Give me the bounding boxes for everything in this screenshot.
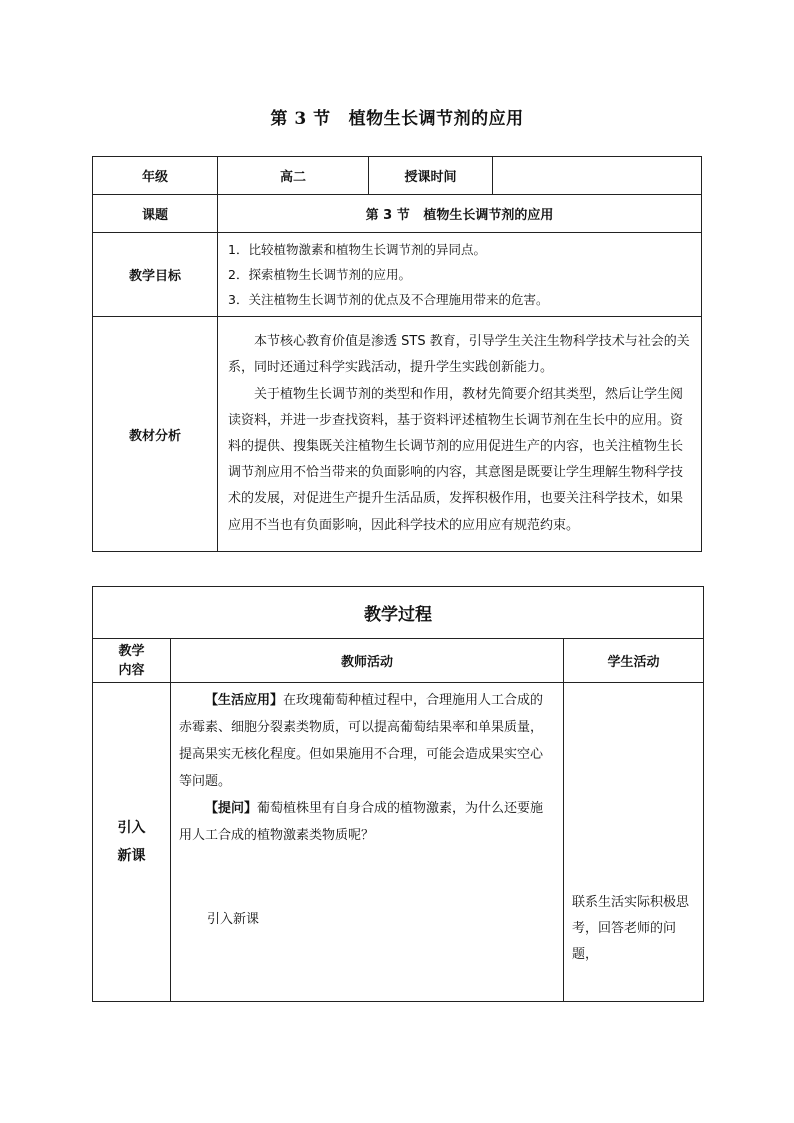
- topic-name: 植物生长调节剂的应用: [423, 208, 554, 223]
- process-heading: 教学过程: [93, 587, 704, 639]
- col-teacher-header: 教师活动: [171, 639, 564, 683]
- teacher-activity: [171, 683, 564, 1002]
- row-label-line2: 新课: [117, 848, 146, 864]
- analysis-paragraph: 关于植物生长调节剂的类型和作用，教材先简要介绍其类型，然后让学生阅读资料，并进一步查找资料，基于资料评述植物生长调节剂在生长中的应用。资料的提供、搜集既关注植物生长调节剂的应用促进生产的内容，也关注植物生长调节剂应用不恰当带来的负面影响的内容，其意图是既要让学生理解生物科学技术的发展，对促进生产提升生活品质，发挥积极作用，也要关注科学技术，如果应用不当也有负面影响，因此科学技术的应用应有规范约束。: [228, 386, 684, 533]
- goals-list: [218, 233, 702, 317]
- col-content-header: [93, 639, 171, 683]
- topic-section: 第 3 节: [365, 208, 410, 223]
- grade-label: 年级: [93, 157, 218, 195]
- title-section: 第 3 节: [270, 109, 331, 129]
- time-label: 授课时间: [369, 157, 493, 195]
- goal-item: 2．探索植物生长调节剂的应用。: [228, 267, 411, 282]
- analysis-paragraph: 本节核心教育价值是渗透 STS 教育，引导学生关注生物科学技术与社会的关系，同时还通过科学实践活动，提升学生实践创新能力。: [228, 334, 690, 376]
- analysis-label: 教材分析: [93, 317, 218, 552]
- analysis-text: [218, 317, 702, 552]
- teacher-text: 葡萄植株里有自身合成的植物激素，为什么还要施用人工合成的植物激素类物质呢？: [179, 801, 544, 843]
- goals-label: 教学目标: [93, 233, 218, 317]
- teacher-paragraph: [179, 687, 555, 795]
- process-table: [92, 586, 704, 1002]
- teacher-intro: 引入新课: [207, 912, 260, 927]
- teacher-paragraph: [179, 795, 555, 849]
- topic-value: [218, 195, 702, 233]
- goal-item: 3．关注植物生长调节剂的优点及不合理施用带来的危害。: [228, 292, 549, 307]
- time-value: [493, 157, 702, 195]
- col-student-header: 学生活动: [564, 639, 704, 683]
- row-label-intro: [93, 683, 171, 1002]
- student-activity: 联系生活实际积极思考，回答老师的问题，: [564, 683, 704, 1002]
- col-content-line2: 内容: [118, 662, 145, 678]
- page-title: [0, 104, 794, 129]
- topic-label: 课题: [93, 195, 218, 233]
- info-table: [92, 156, 702, 552]
- goal-item: 1．比较植物激素和植物生长调节剂的异同点。: [228, 242, 486, 257]
- tag-question: 【提问】: [205, 801, 258, 816]
- teacher-text: 在玫瑰葡萄种植过程中，合理施用人工合成的赤霉素、细胞分裂素类物质，可以提高葡萄结果率和单果质量，提高果实无核化程度。但如果施用不合理，可能会造成果实空心等问题。: [179, 693, 544, 789]
- col-content-line1: 教学: [118, 643, 145, 659]
- tag-life-application: 【生活应用】: [205, 693, 284, 708]
- grade-value: 高二: [218, 157, 369, 195]
- row-label-line1: 引入: [117, 820, 146, 836]
- title-name: 植物生长调节剂的应用: [348, 109, 524, 129]
